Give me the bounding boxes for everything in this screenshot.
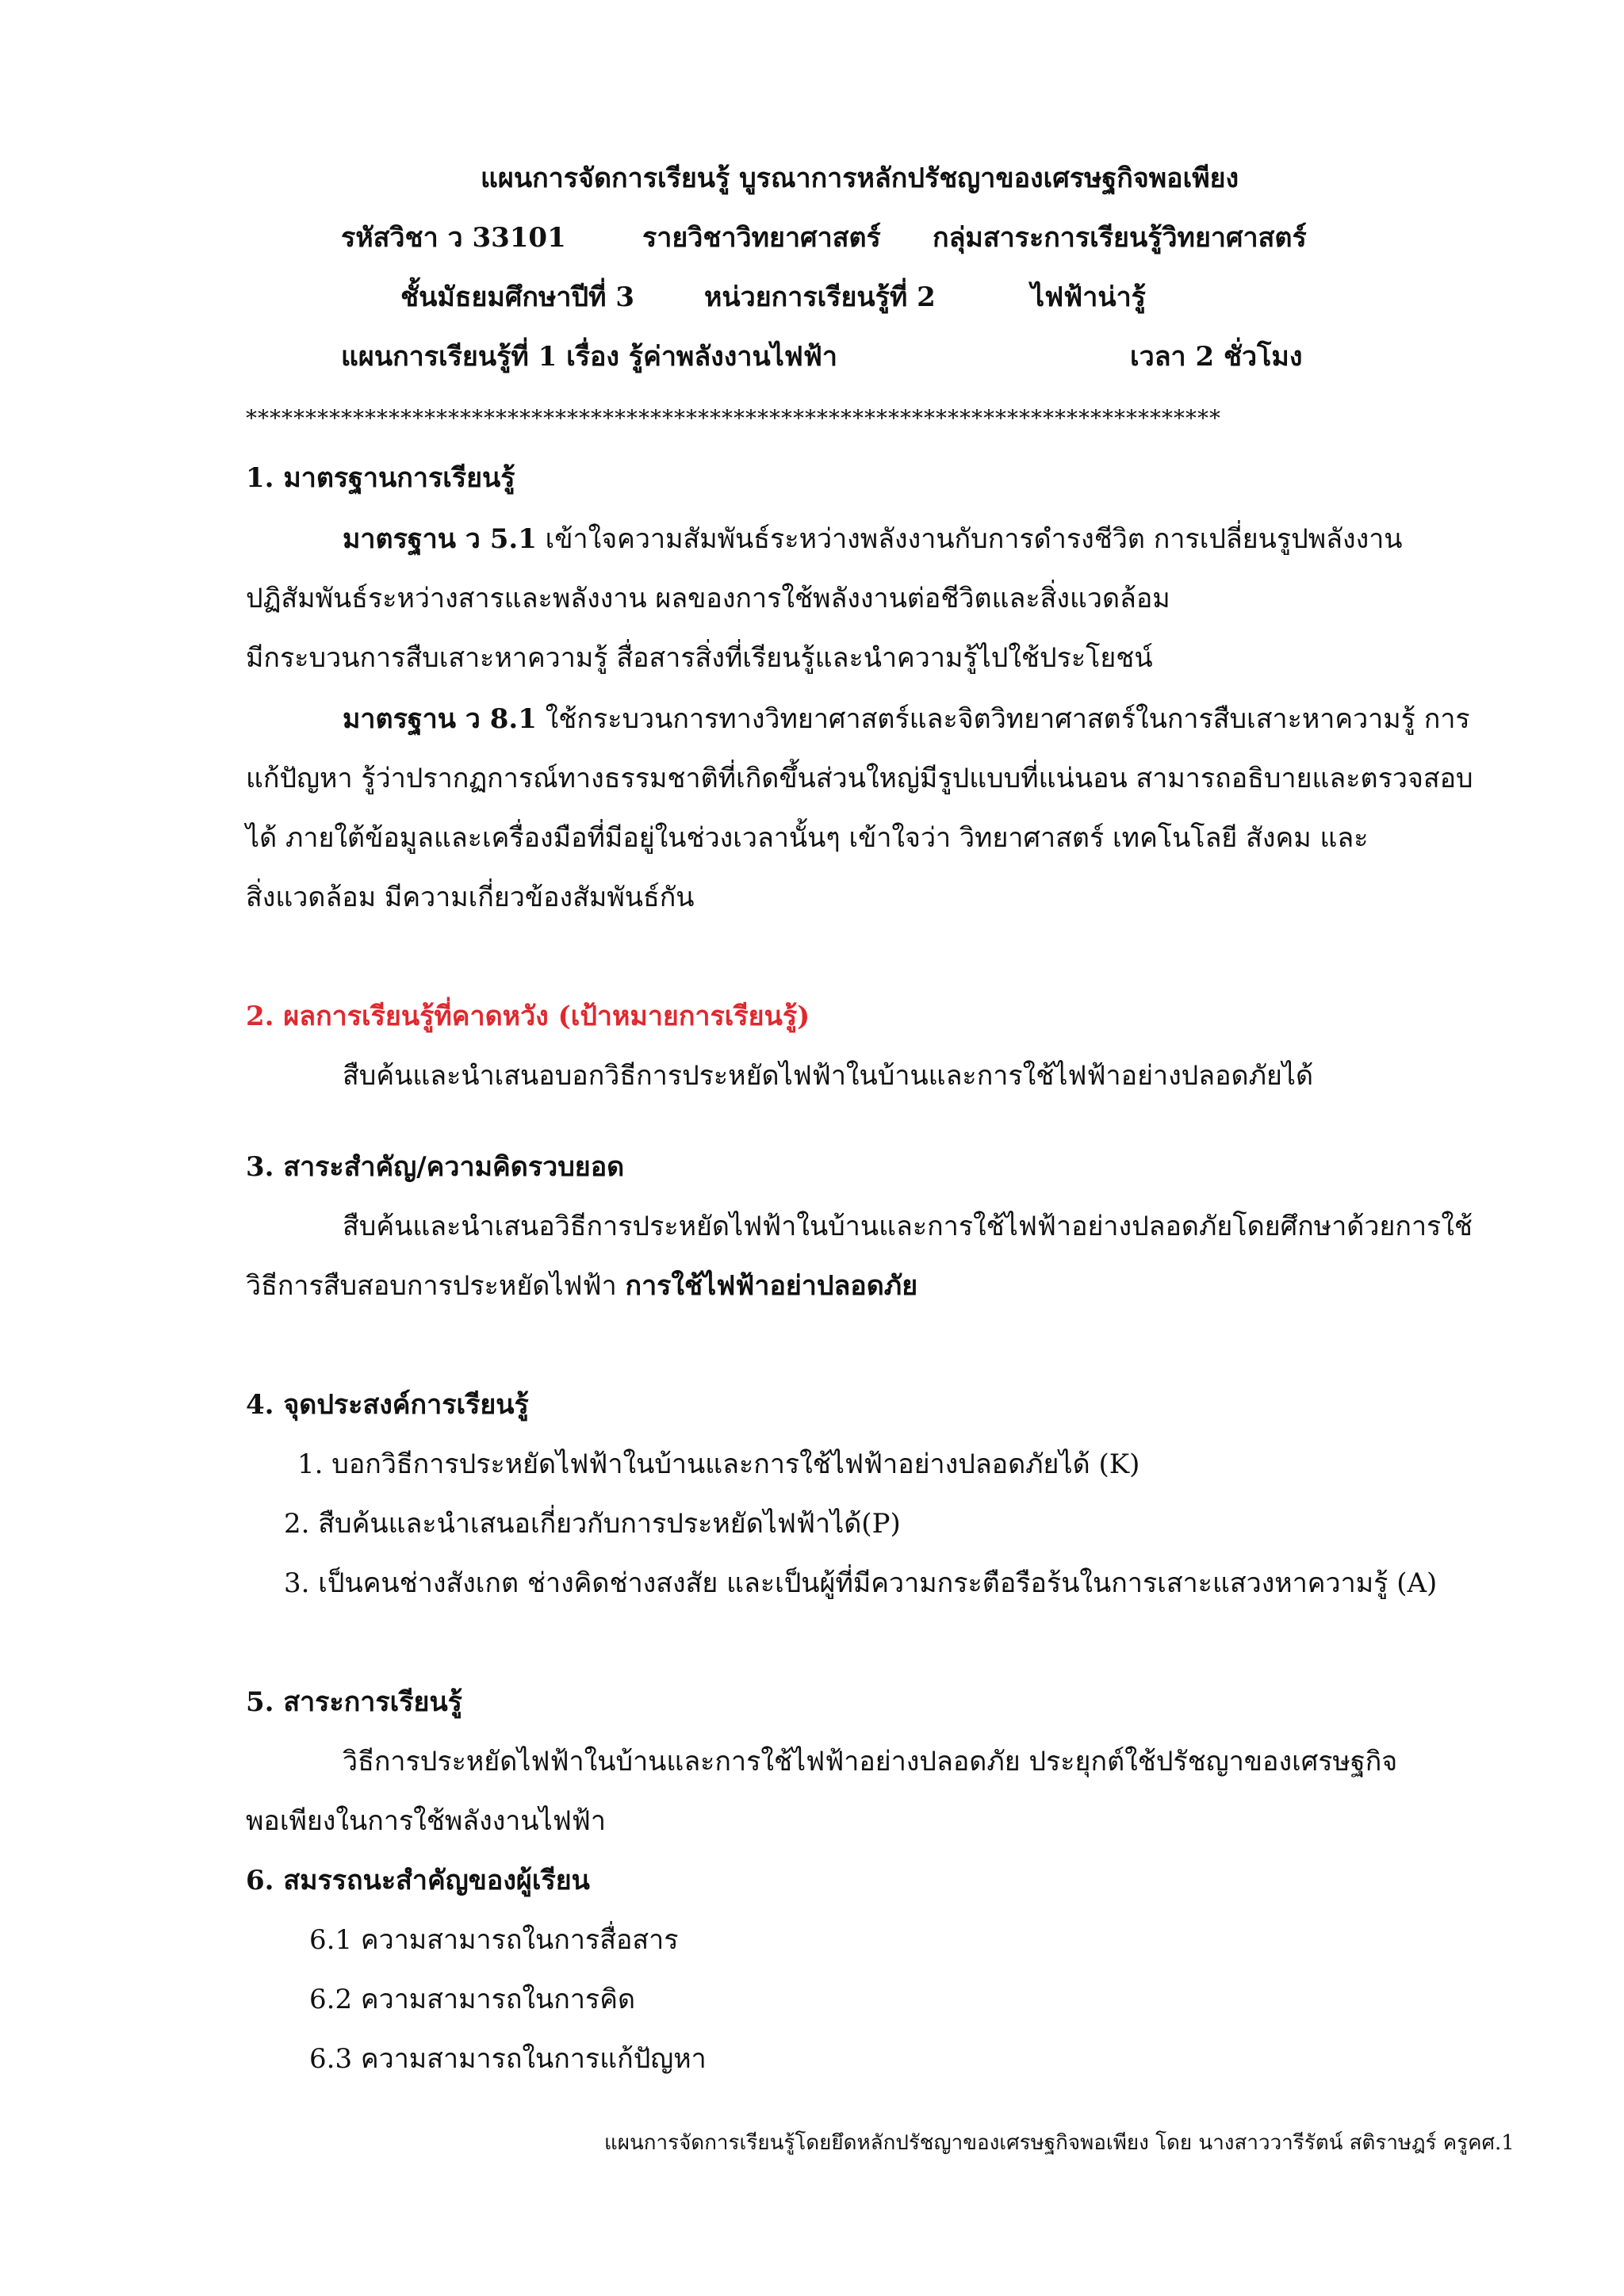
course-code: รหัสวิชา ว 33101 — [341, 222, 566, 254]
plan-title: แผนการเรียนรู้ที่ 1 เรื่อง รู้ค่าพลังงานไฟฟ้า — [341, 341, 838, 373]
course-subject: รายวิชาวิทยาศาสตร์ — [642, 222, 881, 254]
section3-line2 — [246, 1268, 917, 1304]
separator: ********************************************************************************** — [246, 405, 1221, 431]
standard-5-1-text: เข้าใจความสัมพันธ์ระหว่างพลังงานกับการดำรงชีวิต การเปลี่ยนรูปพลังงาน — [536, 523, 1403, 555]
objective-item-3: 3. เป็นคนช่างสังเกต ช่างคิดช่างสงสัย และเป็นผู้ที่มีความกระตือรือร้นในการเสาะแสวงหาความรู้ (A) — [284, 1567, 1438, 1599]
unit-name: ไฟฟ้าน่ารู้ — [1031, 281, 1146, 313]
section3-line1: สืบค้นและนำเสนอวิธีการประหยัดไฟฟ้าในบ้านและการใช้ไฟฟ้าอย่างปลอดภัยโดยศึกษาด้วยการใช้ — [343, 1211, 1473, 1242]
competency-item-3: 6.3 ความสามารถในการแก้ปัญหา — [309, 2043, 707, 2075]
section3-line2-text: วิธีการสืบสอบการประหยัดไฟฟ้า — [246, 1270, 626, 1302]
unit-number: หน่วยการเรียนรู้ที่ 2 — [704, 281, 936, 313]
standard-8-1-text: ใช้กระบวนการทางวิทยาศาสตร์และจิตวิทยาศาสตร์ในการสืบเสาะหาความรู้ การ — [536, 703, 1470, 735]
section5-heading: 5. สาระการเรียนรู้ — [246, 1686, 462, 1718]
standard-5-1-line2: ปฏิสัมพันธ์ระหว่างสารและพลังงาน ผลของการใช้พลังงานต่อชีวิตและสิ่งแวดล้อม — [246, 583, 1170, 614]
section3-heading: 3. สาระสำคัญ/ความคิดรวบยอด — [246, 1151, 625, 1183]
section4-heading: 4. จุดประสงค์การเรียนรู้ — [246, 1389, 529, 1421]
standard-8-1-line3: ได้ ภายใต้ข้อมูลและเครื่องมือที่มีอยู่ในช่วงเวลานั้นๆ เข้าใจว่า วิทยาศาสตร์ เทคโนโลยี สังคม และ — [246, 822, 1369, 854]
page-footer: แผนการจัดการเรียนรู้โดยยึดหลักปรัชญาของเศรษฐกิจพอเพียง โดย นางสาววารีรัตน์ สติราษฎร์ ครูคศ.1 — [604, 2131, 1515, 2155]
standard-5-1-line3: มีกระบวนการสืบเสาะหาความรู้ สื่อสารสิ่งที่เรียนรู้และนำความรู้ไปใช้ประโยชน์ — [246, 642, 1153, 674]
page-title: แผนการจัดการเรียนรู้ บูรณาการหลักปรัชญาของเศรษฐกิจพอเพียง — [481, 163, 1239, 194]
objective-item-1: 1. บอกวิธีการประหยัดไฟฟ้าในบ้านและการใช้ไฟฟ้าอย่างปลอดภัยได้ (K) — [297, 1448, 1140, 1480]
standard-8-1-line1 — [343, 701, 1470, 737]
standard-5-1-line1 — [343, 521, 1403, 557]
plan-time: เวลา 2 ชั่วโมง — [1130, 341, 1303, 373]
standard-8-1-line4: สิ่งแวดล้อม มีความเกี่ยวข้องสัมพันธ์กัน — [246, 882, 695, 913]
section1-heading: 1. มาตรฐานการเรียนรู้ — [246, 462, 515, 494]
section6-heading: 6. สมรรถนะสำคัญของผู้เรียน — [246, 1865, 590, 1896]
section2-heading: 2. ผลการเรียนรู้ที่คาดหวัง (เป้าหมายการเรียนรู้) — [246, 1001, 810, 1032]
section2-body: สืบค้นและนำเสนอบอกวิธีการประหยัดไฟฟ้าในบ้านและการใช้ไฟฟ้าอย่างปลอดภัยได้ — [343, 1060, 1314, 1092]
course-group: กลุ่มสาระการเรียนรู้วิทยาศาสตร์ — [933, 222, 1307, 254]
standard-8-1-line2: แก้ปัญหา รู้ว่าปรากฏการณ์ทางธรรมชาติที่เกิดขึ้นส่วนใหญ่มีรูปแบบที่แน่นอน สามารถอธิบายและตรวจสอบ — [246, 763, 1473, 794]
section3-line2-bold: การใช้ไฟฟ้าอย่าปลอดภัย — [625, 1270, 918, 1302]
section5-line2: พอเพียงในการใช้พลังงานไฟฟ้า — [246, 1805, 606, 1837]
objective-item-2: 2. สืบค้นและนำเสนอเกี่ยวกับการประหยัดไฟฟ้าได้(P) — [284, 1508, 901, 1540]
standard-5-1-label: มาตรฐาน ว 5.1 — [343, 523, 537, 555]
grade-level: ชั้นมัธยมศึกษาปีที่ 3 — [400, 281, 634, 313]
competency-item-2: 6.2 ความสามารถในการคิด — [309, 1984, 636, 2015]
competency-item-1: 6.1 ความสามารถในการสื่อสาร — [309, 1924, 679, 1956]
section5-line1: วิธีการประหยัดไฟฟ้าในบ้านและการใช้ไฟฟ้าอย่างปลอดภัย ประยุกต์ใช้ปรัชญาของเศรษฐกิจ — [343, 1746, 1398, 1777]
standard-8-1-label: มาตรฐาน ว 8.1 — [343, 703, 537, 735]
